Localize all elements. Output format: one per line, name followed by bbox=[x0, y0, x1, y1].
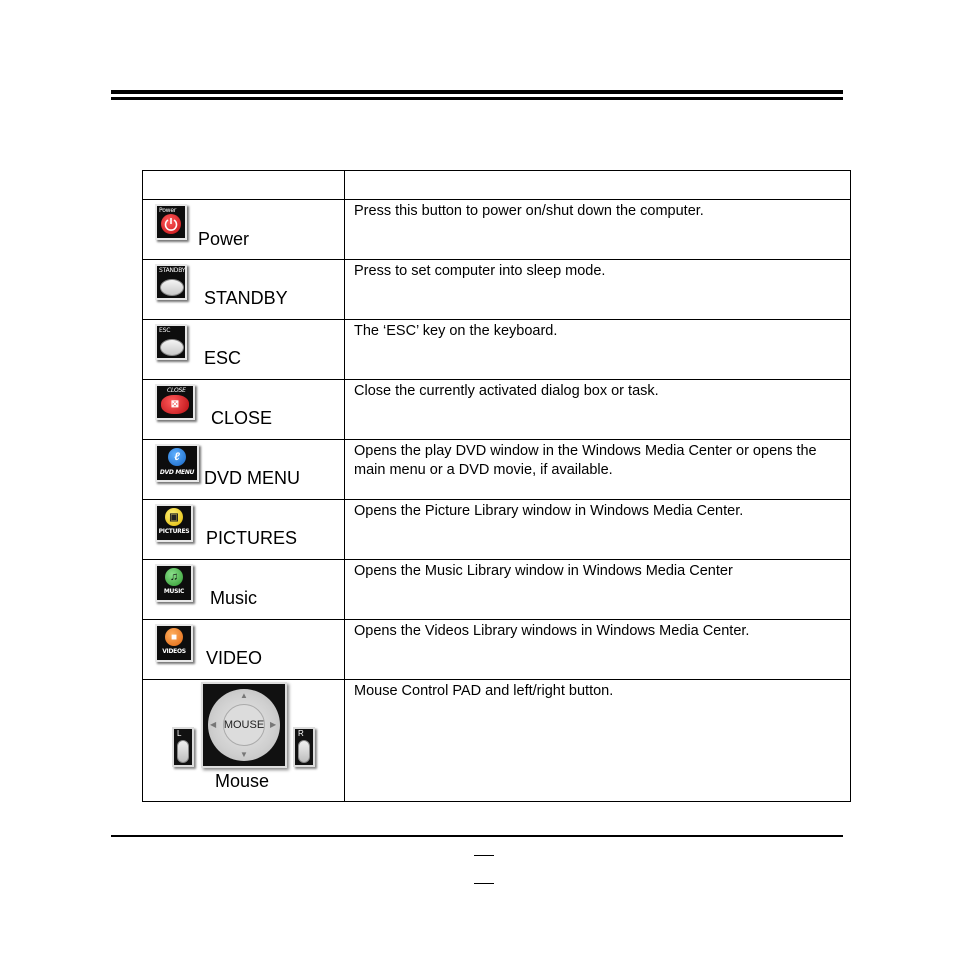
key-cell bbox=[143, 680, 345, 802]
key-label: Mouse bbox=[215, 771, 270, 791]
table-row bbox=[143, 200, 851, 260]
music-button-icon: ♫ MUSIC bbox=[155, 564, 193, 602]
key-label: VIDEO bbox=[206, 648, 263, 668]
key-description: Opens the Picture Library window in Windows Media Center. bbox=[354, 503, 744, 519]
key-label: CLOSE bbox=[211, 408, 273, 428]
key-description: Close the currently activated dialog box or task. bbox=[354, 383, 659, 399]
table-header-row bbox=[143, 171, 851, 200]
footer-rule bbox=[111, 835, 843, 837]
key-cell bbox=[143, 260, 345, 320]
key-label: ESC bbox=[204, 348, 242, 368]
header-rule-thin bbox=[111, 97, 843, 100]
key-label: Music bbox=[210, 588, 258, 608]
table-row bbox=[143, 560, 851, 620]
description-cell bbox=[345, 320, 851, 380]
page-number-underline bbox=[474, 855, 494, 856]
header-rule-thick bbox=[111, 90, 843, 94]
description-cell bbox=[345, 500, 851, 560]
key-description: Mouse Control PAD and left/right button. bbox=[354, 683, 614, 699]
key-cell bbox=[143, 560, 345, 620]
key-label: DVD MENU bbox=[204, 468, 301, 488]
table-row bbox=[143, 260, 851, 320]
key-description: Opens the Music Library window in Windows Media Center bbox=[354, 563, 733, 579]
key-cell bbox=[143, 380, 345, 440]
key-cell bbox=[143, 440, 345, 500]
table-row bbox=[143, 680, 851, 802]
table-row bbox=[143, 500, 851, 560]
key-label: Power bbox=[198, 229, 250, 249]
dvd-menu-button-icon: ℓ DVD MENU bbox=[155, 444, 199, 482]
standby-button-icon: STANDBY bbox=[155, 264, 187, 300]
key-description: Press this button to power on/shut down the computer. bbox=[354, 203, 704, 219]
key-cell bbox=[143, 320, 345, 380]
pictures-button-icon: ▣ PICTURES bbox=[155, 504, 193, 542]
table-row bbox=[143, 440, 851, 500]
key-cell bbox=[143, 200, 345, 260]
power-button-icon: Power bbox=[155, 204, 187, 240]
description-cell bbox=[345, 260, 851, 320]
description-cell bbox=[345, 620, 851, 680]
key-cell bbox=[143, 620, 345, 680]
table-row bbox=[143, 620, 851, 680]
key-label: PICTURES bbox=[206, 528, 298, 548]
key-description: Press to set computer into sleep mode. bbox=[354, 263, 606, 279]
description-cell bbox=[345, 680, 851, 802]
description-cell bbox=[345, 380, 851, 440]
description-cell bbox=[345, 560, 851, 620]
key-label: STANDBY bbox=[204, 288, 288, 308]
video-button-icon: ■ VIDEOS bbox=[155, 624, 193, 662]
remote-keys-table bbox=[142, 170, 851, 802]
description-cell bbox=[345, 440, 851, 500]
table-row bbox=[143, 320, 851, 380]
key-description: Opens the play DVD window in the Windows Media Center or opens the main menu or a DVD movie, if available. bbox=[354, 443, 817, 478]
header-cell-function bbox=[345, 171, 851, 200]
header-cell-key bbox=[143, 171, 345, 200]
page-number-underline bbox=[474, 883, 494, 884]
right-mouse-button-icon: R bbox=[293, 727, 315, 767]
left-mouse-button-icon: L bbox=[172, 727, 194, 767]
key-description: Opens the Videos Library windows in Windows Media Center. bbox=[354, 623, 750, 639]
table-row bbox=[143, 380, 851, 440]
mouse-pad-icon: L ▲ ▼ ◀ ▶ MOUSE R bbox=[143, 680, 344, 801]
key-cell bbox=[143, 500, 345, 560]
key-description: The ‘ESC’ key on the keyboard. bbox=[354, 323, 558, 339]
close-button-icon: CLOSE ⊠ bbox=[155, 384, 195, 420]
esc-button-icon: ESC bbox=[155, 324, 187, 360]
description-cell bbox=[345, 200, 851, 260]
